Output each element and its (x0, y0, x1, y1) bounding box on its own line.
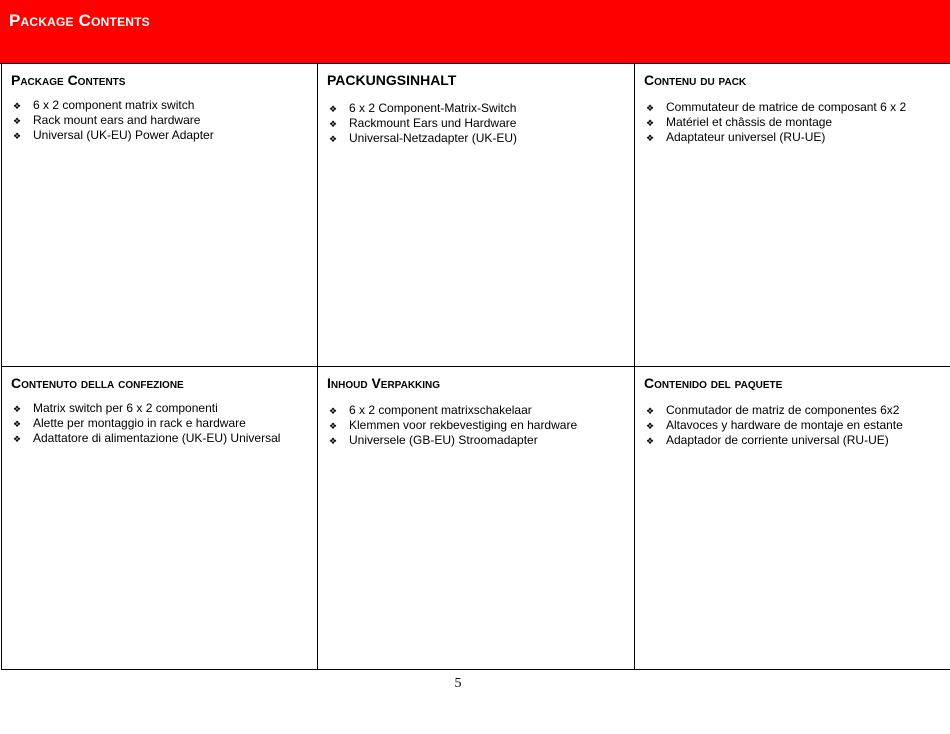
item-text: Adaptador de corriente universal (RU-UE) (666, 433, 889, 447)
item-list (327, 101, 624, 146)
section-italian (1, 367, 318, 670)
diamond-bullet-icon: ❖ (13, 419, 22, 429)
diamond-bullet-icon: ❖ (13, 404, 22, 414)
item-text: Adaptateur universel (RU-UE) (666, 130, 826, 144)
item-text: Commutateur de matrice de composant 6 x 2 (666, 100, 907, 114)
list-item (329, 101, 624, 116)
list-item (13, 401, 307, 416)
list-item (13, 416, 307, 431)
list-item (13, 431, 307, 446)
diamond-bullet-icon: ❖ (329, 134, 338, 144)
item-text: Conmutador de matriz de componentes 6x2 (666, 403, 900, 417)
item-text: Rackmount Ears und Hardware (349, 116, 517, 130)
list-item (13, 113, 307, 128)
item-text: Universal (UK-EU) Power Adapter (33, 128, 214, 142)
item-list (11, 98, 307, 143)
item-text: Alette per montaggio in rack e hardware (33, 416, 246, 430)
item-text: Matrix switch per 6 x 2 componenti (33, 401, 218, 415)
list-item (329, 116, 624, 131)
section-title: Inhoud Verpakking (327, 375, 441, 391)
section-title: Contenido del paquete (644, 375, 783, 391)
diamond-bullet-icon: ❖ (13, 116, 22, 126)
item-text: Matériel et châssis de montage (666, 115, 833, 129)
diamond-bullet-icon: ❖ (329, 119, 338, 129)
item-list (11, 401, 307, 446)
item-text: 6 x 2 component matrixschakelaar (349, 403, 532, 417)
section-dutch (318, 367, 635, 670)
section-title: Contenu du pack (644, 72, 747, 88)
item-text: Klemmen voor rekbevestiging en hardware (349, 418, 578, 432)
diamond-bullet-icon: ❖ (646, 436, 655, 446)
diamond-bullet-icon: ❖ (329, 104, 338, 114)
page-number: 5 (454, 676, 462, 691)
diamond-bullet-icon: ❖ (646, 103, 655, 113)
list-item (646, 130, 940, 145)
diamond-bullet-icon: ❖ (13, 434, 22, 444)
section-german (318, 64, 635, 367)
section-english (1, 64, 318, 367)
diamond-bullet-icon: ❖ (329, 436, 338, 446)
page-title: Package Contents (9, 11, 150, 30)
diamond-bullet-icon: ❖ (646, 118, 655, 128)
section-title: PACKUNGSINHALT (327, 72, 457, 88)
diamond-bullet-icon: ❖ (646, 421, 655, 431)
list-item (646, 418, 940, 433)
item-list (644, 100, 940, 145)
diamond-bullet-icon: ❖ (646, 406, 655, 416)
list-item (13, 98, 307, 113)
diamond-bullet-icon: ❖ (329, 406, 338, 416)
diamond-bullet-icon: ❖ (13, 131, 22, 141)
section-spanish (635, 367, 950, 670)
section-title: Contenuto della confezione (11, 375, 184, 391)
item-list (644, 403, 940, 448)
diamond-bullet-icon: ❖ (13, 101, 22, 111)
diamond-bullet-icon: ❖ (329, 421, 338, 431)
section-french (635, 64, 950, 367)
item-text: Adattatore di alimentazione (UK-EU) Universal (33, 431, 281, 445)
list-item (329, 433, 624, 448)
list-item (13, 128, 307, 143)
diamond-bullet-icon: ❖ (646, 133, 655, 143)
contents-grid (1, 64, 950, 670)
list-item (329, 418, 624, 433)
list-item (646, 115, 940, 130)
list-item (646, 100, 940, 115)
list-item (646, 433, 940, 448)
item-text: Universele (GB-EU) Stroomadapter (349, 433, 538, 447)
list-item (329, 131, 624, 146)
list-item (646, 403, 940, 418)
item-list (327, 403, 624, 448)
item-text: 6 x 2 component matrix switch (33, 98, 195, 112)
section-title: Package Contents (11, 72, 126, 88)
item-text: Universal-Netzadapter (UK-EU) (349, 131, 518, 145)
header-banner (0, 0, 950, 64)
item-text: Altavoces y hardware de montaje en estante (666, 418, 903, 432)
item-text: 6 x 2 Component-Matrix-Switch (349, 101, 517, 115)
list-item (329, 403, 624, 418)
item-text: Rack mount ears and hardware (33, 113, 201, 127)
